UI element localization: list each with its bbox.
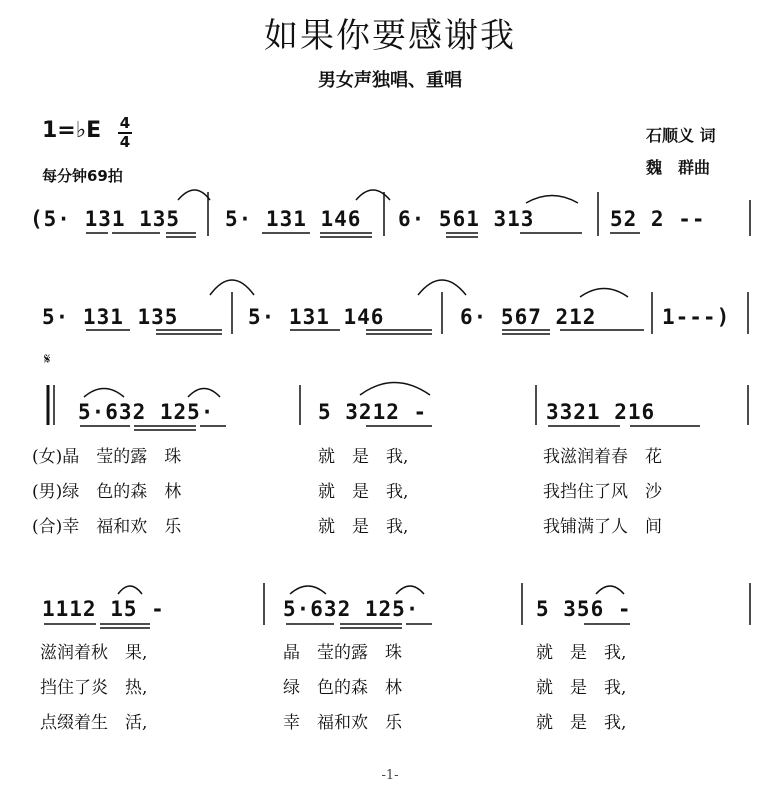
row4-measure1: 1112 15 - <box>42 597 165 621</box>
row3-lyric-female-2: 就 是 我, <box>318 447 409 467</box>
slur <box>178 190 210 200</box>
row2-measure1: 5· 131 135 <box>42 305 179 329</box>
triplet-slur <box>580 289 628 298</box>
slur <box>356 190 390 200</box>
row3-measure3: 3321 216 <box>546 400 656 424</box>
row2-measure2: 5· 131 146 <box>248 305 385 329</box>
row4-lyric-female-2: 晶 莹的露 珠 <box>283 643 402 663</box>
row1-measure4: 52 2 -- <box>610 207 706 231</box>
time-signature-bottom: 4 <box>119 133 131 151</box>
time-signature-top: 4 <box>119 114 131 132</box>
segno-sign: 𝄋 <box>44 350 51 368</box>
row4-lyric-chorus-2: 幸 福和欢 乐 <box>283 713 402 733</box>
row3-lyric-chorus-2: 就 是 我, <box>318 517 409 537</box>
song-title: 如果你要感谢我 <box>264 16 516 56</box>
row4-lyric-female-1: 滋润着秋 果, <box>40 643 148 663</box>
row4-lyric-male-2: 绿 色的森 林 <box>283 678 402 698</box>
page-number: -1- <box>381 768 399 783</box>
row3-measure1: 5·632 125· <box>78 400 215 424</box>
tempo-marking: 每分钟69拍 <box>42 167 123 185</box>
slur <box>290 586 326 594</box>
row1-measure2: 5· 131 146 <box>225 207 362 231</box>
lyricist-credit: 石顺义 词 <box>646 126 716 145</box>
row3-lyric-chorus-1: (合)幸 福和欢 乐 <box>32 517 182 537</box>
row4-lyric-female-3: 就 是 我, <box>536 643 627 663</box>
song-subtitle: 男女声独唱、重唱 <box>318 70 462 91</box>
key-signature: 1=♭E <box>42 118 102 143</box>
triplet-slur <box>526 196 578 204</box>
row4-measure3: 5 356 - <box>536 597 632 621</box>
composer-credit: 魏 群曲 <box>646 158 711 177</box>
slur <box>396 586 424 594</box>
row4-lyric-chorus-3: 就 是 我, <box>536 713 627 733</box>
row4-lyric-male-3: 就 是 我, <box>536 678 627 698</box>
slur <box>360 383 430 396</box>
slur <box>118 586 142 594</box>
slur <box>188 389 220 398</box>
slur <box>596 586 624 594</box>
row4-lyric-chorus-1: 点缀着生 活, <box>40 713 148 733</box>
row1-measure3: 6· 561 313 <box>398 207 535 231</box>
row3-lyric-female-1: (女)晶 莹的露 珠 <box>32 447 182 467</box>
row3-lyric-male-3: 我挡住了风 沙 <box>543 482 662 502</box>
row3-measure2: 5 3212 - <box>318 400 428 424</box>
row1-measure1: (5· 131 135 <box>30 207 181 231</box>
row2-measure3: 6· 567 212 <box>460 305 597 329</box>
row2-measure4: 1---) <box>662 305 731 329</box>
row4-measure2: 5·632 125· <box>283 597 420 621</box>
row3-lyric-male-1: (男)绿 色的森 林 <box>32 482 182 502</box>
row3-lyric-female-3: 我滋润着春 花 <box>543 447 662 467</box>
row3-lyric-chorus-3: 我铺满了人 间 <box>543 517 662 537</box>
slur <box>84 389 124 398</box>
row4-lyric-male-1: 挡住了炎 热, <box>40 678 148 698</box>
row3-lyric-male-2: 就 是 我, <box>318 482 409 502</box>
